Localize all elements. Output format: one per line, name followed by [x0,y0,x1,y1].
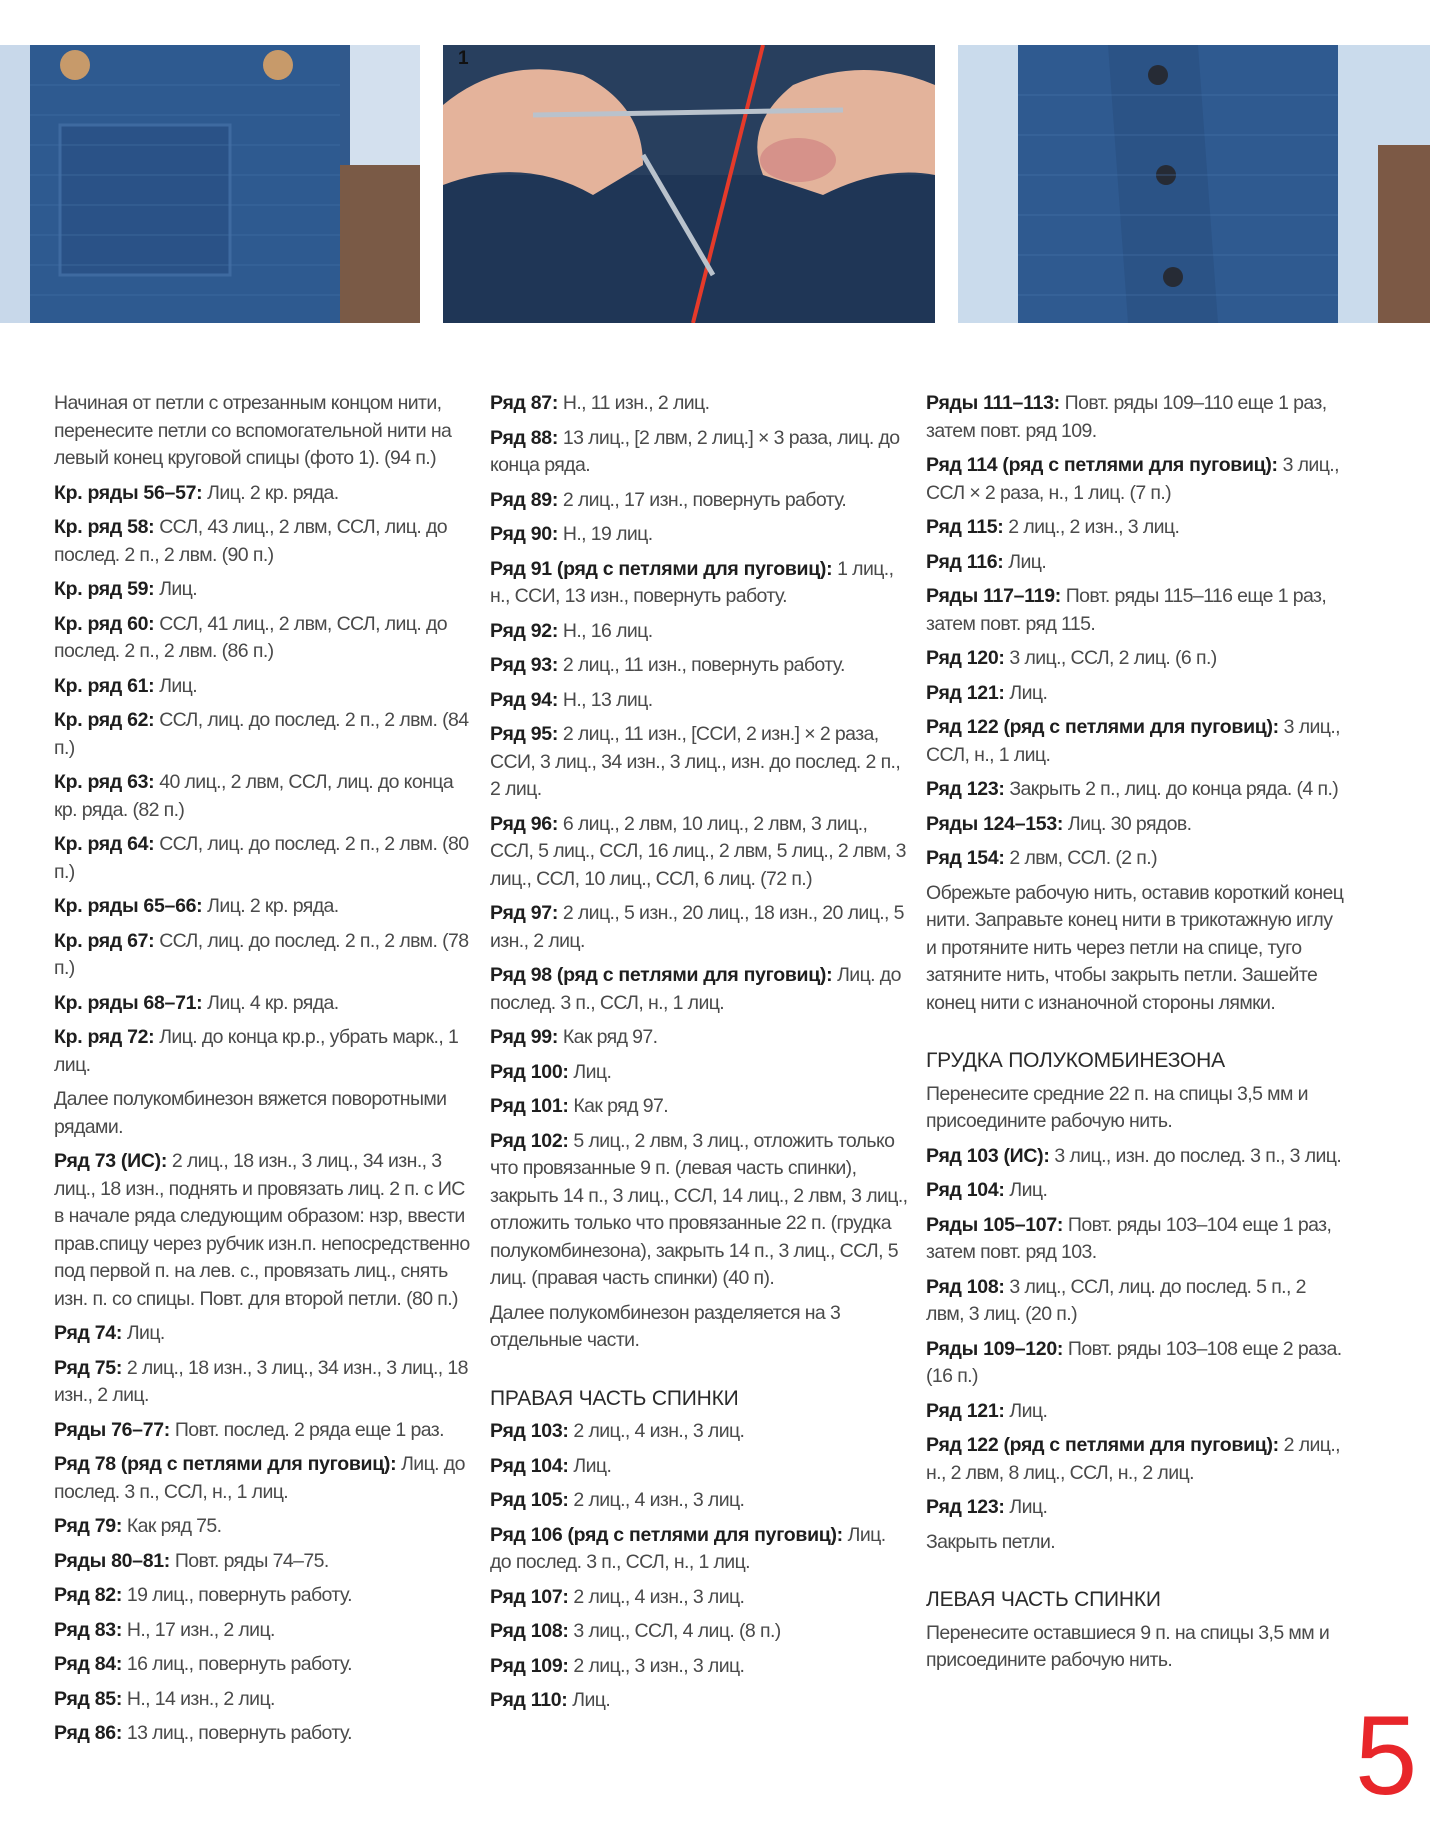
section-heading: ГРУДКА ПОЛУКОМБИНЕЗОНА [926,1049,1225,1072]
row-label: Ряд 90: [490,523,559,545]
paragraph [490,1300,910,1355]
row-label: Ряд 85: [54,1687,123,1710]
row-label: Ряд 101: [490,1095,569,1117]
photo-overalls-front [0,45,420,323]
row-label: Кр. ряд 58: [54,516,155,538]
row-label: Ряд 102: [490,1129,569,1152]
row-text: Н., 17 изн., 2 лиц. [122,1618,275,1641]
row-text: 40 лиц., 2 лвм, ССЛ, лиц. до конца кр. ряда. (82 п.) [54,771,454,821]
instruction-row [490,962,910,1017]
instruction-row [54,990,474,1018]
instruction-row [926,583,1346,638]
instruction-row [54,1320,474,1348]
paragraph [926,1081,1346,1136]
instruction-row [926,1432,1346,1487]
row-text: Как ряд 75. [122,1515,222,1537]
instruction-row [54,480,474,508]
row-text: 3 лиц., ССЛ, н., 1 лиц. [926,716,1340,766]
row-label: Ряд 91 (ряд с петлями для пуговиц): [490,557,833,580]
row-label: Ряд 114 (ряд с петлями для пуговиц): [926,454,1278,476]
instruction-row [54,1582,474,1610]
instruction-row [54,576,474,604]
instruction-row [490,1093,910,1121]
row-label: Ряды 80–81: [54,1549,170,1572]
row-text: Повт. ряды 74–75. [170,1549,329,1572]
instruction-row [926,714,1346,769]
row-text: 2 лиц., 4 изн., 3 лиц. [568,1489,745,1511]
instruction-row [926,390,1346,445]
instruction-row [54,1024,474,1079]
row-label: Ряд 104: [490,1454,569,1477]
row-text: 3 лиц., изн. до послед. 3 п., 3 лиц. [1049,1144,1342,1167]
row-text: Лиц. [567,1689,611,1711]
row-text: Лиц. [1004,1179,1048,1201]
instruction-row [490,1453,910,1481]
row-label: Ряд 110: [490,1689,568,1711]
row-label: Ряд 73 (ИС): [54,1150,168,1172]
row-text: Лиц. [154,578,198,600]
row-label: Кр. ряды 68–71: [54,991,203,1014]
instruction-row [490,1024,910,1052]
row-label: Ряд 100: [490,1060,569,1083]
instruction-row [54,893,474,921]
row-text: Закрыть 2 п., лиц. до конца ряда. (4 п.) [1004,778,1339,800]
row-label: Ряд 95: [490,723,559,745]
row-text: 2 лиц., 18 изн., 3 лиц., 34 изн., 3 лиц., 18 изн., поднять и провязать лиц. 2 п. с ИС в начале ряда следующим образом: нзр, ввести прав.спицу через рубчик изн.п. непосредственно под первой п. на лев. с., провязать лиц., снять изн. п. со спицы. Повт. для второй петли. (80 п.) [54,1150,470,1310]
row-label: Кр. ряд 62: [54,709,155,731]
instruction-row [54,1651,474,1679]
row-text: 3 лиц., ССЛ, 4 лиц. (8 п.) [568,1620,781,1642]
row-label: Ряды 117–119: [926,585,1061,607]
row-label: Ряд 99: [490,1026,559,1048]
paragraph-text: Перенесите оставшиеся 9 п. на спицы 3,5 мм и присоедините рабочую нить. [926,1621,1330,1671]
row-text: 13 лиц., [2 лвм, 2 лиц.] × 3 раза, лиц. до конца ряда. [490,426,900,476]
instruction-row [490,900,910,955]
paragraph [926,1529,1346,1557]
column-3 [926,390,1346,1682]
instruction-row [926,680,1346,708]
section-heading: ЛЕВАЯ ЧАСТЬ СПИНКИ [926,1588,1161,1611]
row-text: 2 лиц., 4 изн., 3 лиц. [568,1420,745,1442]
instruction-row [490,487,910,515]
instruction-row [926,1274,1346,1329]
row-label: Ряд 78 (ряд с петлями для пуговиц): [54,1453,397,1475]
row-label: Ряд 116: [926,550,1004,573]
row-text: 6 лиц., 2 лвм, 10 лиц., 2 лвм, 3 лиц., ССЛ, 5 лиц., ССЛ, 16 лиц., 2 лвм, 5 лиц., 2 лвм, 3 лиц., ССЛ, 10 лиц., ССЛ, 6 лиц. (72 п.) [490,812,906,890]
row-text: Как ряд 97. [558,1026,658,1048]
instruction-row [490,1059,910,1087]
row-label: Кр. ряд 67: [54,929,155,952]
row-label: Ряды 111–113: [926,392,1060,414]
row-text: Н., 16 лиц. [558,619,653,642]
row-label: Ряд 154: [926,847,1005,869]
instruction-row [490,1687,910,1715]
row-text: Повт. ряды 103–104 еще 1 раз, затем повт. ряд 103. [926,1213,1332,1263]
paragraph-text: Закрыть петли. [926,1530,1056,1553]
section-heading: ПРАВАЯ ЧАСТЬ СПИНКИ [490,1386,739,1410]
instruction-row [490,1653,910,1681]
instruction-row [490,425,910,480]
row-label: Ряд 108: [926,1275,1005,1298]
row-label: Ряд 92: [490,619,559,642]
row-text: 2 лиц., 3 изн., 3 лиц. [568,1654,745,1677]
row-text: Повт. послед. 2 ряда еще 1 раз. [170,1418,444,1441]
instruction-row [926,1177,1346,1205]
row-label: Ряд 84: [54,1653,123,1675]
instruction-row [54,1148,474,1313]
row-label: Ряд 123: [926,1496,1005,1518]
row-label: Ряд 98 (ряд с петлями для пуговиц): [490,964,833,986]
row-label: Ряд 79: [54,1515,123,1537]
row-text: 2 лиц., 5 изн., 20 лиц., 18 изн., 20 лиц., 5 изн., 2 лиц. [490,902,904,952]
row-label: Ряд 108: [490,1620,569,1642]
row-label: Ряд 109: [490,1654,569,1677]
row-text: 2 лиц., 11 изн., [ССИ, 2 изн.] × 2 раза, ССИ, 3 лиц., 34 изн., 3 лиц., изн. до послед. 2 п., 2 лиц. [490,723,901,800]
photo-label: 1 [458,48,469,69]
row-label: Ряд 103: [490,1420,569,1442]
row-label: Ряд 104: [926,1179,1005,1201]
instruction-row [54,673,474,701]
paragraph [926,1620,1346,1675]
row-label: Ряд 121: [926,681,1005,704]
instruction-row [490,1418,910,1446]
instruction-row [54,831,474,886]
row-label: Ряд 74: [54,1322,123,1344]
row-text: ССЛ, 43 лиц., 2 лвм, ССЛ, лиц. до послед. 2 п., 2 лвм. (90 п.) [54,516,448,566]
row-text: 3 лиц., ССЛ × 2 раза, н., 1 лиц. (7 п.) [926,454,1339,504]
row-text: 2 лиц., 17 изн., повернуть работу. [558,488,847,511]
instruction-row [490,1618,910,1646]
row-text: Лиц. [568,1060,612,1083]
row-text: ССЛ, 41 лиц., 2 лвм, ССЛ, лиц. до послед. 2 п., 2 лвм. (86 п.) [54,612,448,662]
instruction-row [54,1513,474,1541]
row-text: Лиц. 2 кр. ряда. [202,895,339,917]
instruction-row [54,1720,474,1748]
row-text: 2 лиц., 11 изн., повернуть работу. [558,654,845,676]
row-label: Ряд 87: [490,392,559,414]
row-label: Ряд 120: [926,647,1005,669]
row-label: Кр. ряд 61: [54,674,155,697]
instruction-row [926,549,1346,577]
row-label: Кр. ряд 64: [54,833,155,855]
row-label: Кр. ряды 56–57: [54,481,203,504]
row-label: Ряд 123: [926,778,1005,800]
row-label: Ряд 88: [490,426,559,449]
row-text: Лиц. [1004,1496,1048,1518]
row-text: 2 лиц., 18 изн., 3 лиц., 34 изн., 3 лиц., 18 изн., 2 лиц. [54,1356,468,1406]
paragraph-text: Далее полукомбинезон вяжется поворотными рядами. [54,1088,447,1138]
row-text: Лиц. до конца кр.р., убрать марк., 1 лиц. [54,1026,459,1076]
row-text: Лиц. до послед. 3 п., ССЛ, н., 1 лиц. [490,1523,886,1573]
instruction-row [490,811,910,894]
instruction-row [490,687,910,715]
row-text: Лиц. [568,1454,612,1477]
row-label: Ряд 106 (ряд с петлями для пуговиц): [490,1523,843,1546]
row-text: Лиц. 30 рядов. [1063,812,1192,835]
row-label: Ряд 93: [490,654,559,676]
row-label: Ряд 115: [926,516,1004,538]
row-text: 2 лиц., н., 2 лвм, 8 лиц., ССЛ, н., 2 лиц. [926,1434,1340,1484]
row-text: 19 лиц., повернуть работу. [122,1584,352,1606]
instruction-row [54,1417,474,1445]
row-label: Ряд 107: [490,1585,569,1608]
instruction-row [54,514,474,569]
row-label: Ряд 121: [926,1399,1005,1422]
paragraph [54,1086,474,1141]
row-label: Кр. ряд 59: [54,578,155,600]
row-text: Повт. ряды 115–116 еще 1 раз, затем повт. ряд 115. [926,585,1327,635]
row-label: Ряд 122 (ряд с петлями для пуговиц): [926,716,1279,738]
instruction-row [490,390,910,418]
paragraph [54,390,474,473]
row-text: Н., 11 изн., 2 лиц. [558,392,710,414]
row-text: Повт. ряды 103–108 еще 2 раза. (16 п.) [926,1337,1342,1387]
row-text: Лиц. 4 кр. ряда. [202,991,339,1014]
row-label: Ряды 109–120: [926,1337,1064,1360]
instruction-row [490,521,910,549]
instruction-row [926,1143,1346,1171]
row-label: Ряды 76–77: [54,1418,170,1441]
instruction-row [490,652,910,680]
instruction-row [926,845,1346,873]
row-text: 2 лиц., 4 изн., 3 лиц. [568,1585,745,1608]
instruction-row [490,1584,910,1612]
row-text: Лиц. [1004,1399,1048,1422]
row-text: Повт. ряды 109–110 еще 1 раз, затем повт. ряд 109. [926,392,1327,442]
instruction-row [926,1212,1346,1267]
row-label: Ряды 124–153: [926,812,1064,835]
row-label: Ряд 103 (ИС): [926,1144,1050,1167]
column-1 [54,390,474,1755]
row-text: Лиц. [122,1322,165,1344]
row-label: Кр. ряд 72: [54,1026,155,1048]
row-text: 13 лиц., повернуть работу. [122,1722,352,1744]
instruction-row [926,776,1346,804]
row-text: 3 лиц., ССЛ, 2 лиц. (6 п.) [1004,647,1217,669]
row-label: Кр. ряд 63: [54,771,155,793]
instruction-row [926,1494,1346,1522]
instruction-row [490,721,910,804]
instruction-row [926,452,1346,507]
photo-knitting-hands [443,45,935,323]
instruction-row [54,611,474,666]
row-label: Кр. ряды 65–66: [54,895,203,917]
row-text: 2 лвм, ССЛ. (2 п.) [1004,847,1157,869]
row-label: Ряд 82: [54,1584,123,1606]
row-text: Лиц. [154,674,198,697]
instruction-row [926,645,1346,673]
row-text: Н., 14 изн., 2 лиц. [122,1687,275,1710]
row-text: 1 лиц., н., ССИ, 13 изн., повернуть работу. [490,557,894,607]
instruction-row [926,514,1346,542]
row-text: ССЛ, лиц. до послед. 2 п., 2 лвм. (78 п.) [54,929,469,979]
instruction-row [926,811,1346,839]
row-label: Ряд 122 (ряд с петлями для пуговиц): [926,1434,1279,1456]
instruction-row [490,1487,910,1515]
instruction-row [54,769,474,824]
instruction-row [490,1522,910,1577]
instruction-row [54,1617,474,1645]
row-text: ССЛ, лиц. до послед. 2 п., 2 лвм. (80 п.) [54,833,469,883]
row-text: Лиц. [1003,550,1047,573]
row-text: Как ряд 97. [568,1095,669,1117]
instruction-row [54,1355,474,1410]
instruction-row [490,1128,910,1293]
row-text: Лиц. до послед. 3 п., ССЛ, н., 1 лиц. [54,1453,465,1503]
instruction-row [54,928,474,983]
paragraph-text: Начиная от петли с отрезанным концом нити, перенесите петли со вспомогательной нити на левый конец круговой спицы (фото 1). (94 п.) [54,392,452,469]
row-text: Лиц. [1004,681,1048,704]
instruction-row [54,1548,474,1576]
instruction-row [54,1686,474,1714]
row-text: ССЛ, лиц. до послед. 2 п., 2 лвм. (84 п.) [54,709,469,759]
row-label: Ряд 75: [54,1356,123,1379]
row-label: Ряд 96: [490,812,559,835]
column-2 [490,390,910,1722]
row-text: Н., 19 лиц. [558,523,653,545]
row-text: 16 лиц., повернуть работу. [122,1653,352,1675]
row-label: Ряд 83: [54,1618,123,1641]
row-label: Ряд 94: [490,688,559,711]
row-text: Лиц. 2 кр. ряда. [202,481,339,504]
instruction-row [54,1451,474,1506]
row-text: Н., 13 лиц. [558,688,653,711]
instruction-row [926,1336,1346,1391]
row-label: Ряд 86: [54,1722,123,1744]
row-label: Ряд 89: [490,488,559,511]
instruction-row [490,618,910,646]
row-text: Лиц. до послед. 3 п., ССЛ, н., 1 лиц. [490,964,901,1014]
page-number: 5 [1355,1693,1418,1818]
instruction-row [54,707,474,762]
paragraph-text: Перенесите средние 22 п. на спицы 3,5 мм и присоедините рабочую нить. [926,1082,1308,1132]
row-text: 2 лиц., 2 изн., 3 лиц. [1003,516,1180,538]
paragraph-text: Обрежьте рабочую нить, оставив короткий конец нити. Заправьте конец нити в трикотажную иглу и протяните нить через петли на спице, туго затяните нить, чтобы закрыть петли. Зашейте конец нити с изнаночной стороны лямки. [926,881,1344,1014]
photo-overalls-back [958,45,1430,323]
row-label: Ряды 105–107: [926,1213,1064,1236]
row-text: 5 лиц., 2 лвм, 3 лиц., отложить только что провязанные 9 п. (левая часть спинки), закрыть 14 п., 3 лиц., ССЛ, 14 лиц., 2 лвм, 3 лиц., отложить только что провязанные 22 п. (грудка полукомбинезона), закрыть 14 п., 3 лиц., ССЛ, 5 лиц. (правая часть спинки) (40 п). [490,1129,908,1289]
paragraph-text: Далее полукомбинезон разделяется на 3 отдельные части. [490,1301,841,1351]
paragraph [926,880,1346,1018]
row-label: Ряд 105: [490,1489,569,1511]
instruction-row [490,556,910,611]
row-text: 3 лиц., ССЛ, лиц. до послед. 5 п., 2 лвм, 3 лиц. (20 п.) [926,1275,1306,1325]
row-label: Кр. ряд 60: [54,612,155,635]
instruction-row [926,1398,1346,1426]
row-label: Ряд 97: [490,902,559,924]
